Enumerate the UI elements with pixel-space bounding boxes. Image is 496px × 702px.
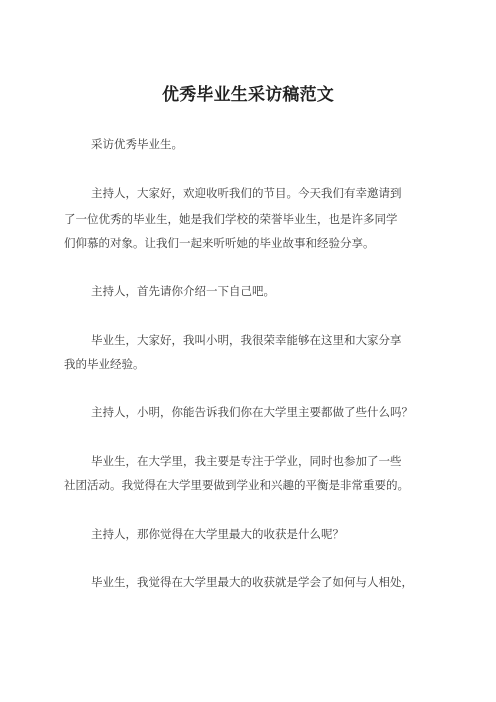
paragraph-line: 我的毕业经验。: [64, 357, 145, 371]
paragraph-line: 了一位优秀的毕业生，她是我们学校的荣誉毕业生，也是许多同学: [64, 212, 398, 226]
paragraph-line: 毕业生，我觉得在大学里最大的收获就是学会了如何与人相处，: [91, 575, 413, 589]
paragraph-line: 社团活动。我觉得在大学里要做到学业和兴趣的平衡是非常重要的。: [64, 478, 409, 492]
paragraph-line: 主持人，那你觉得在大学里最大的收获是什么呢？: [91, 527, 344, 541]
paragraph-line: 主持人，大家好，欢迎收听我们的节目。今天我们有幸邀请到: [91, 186, 402, 200]
paragraph-line: 毕业生，在大学里，我主要是专注于学业，同时也参加了一些: [91, 454, 402, 468]
paragraph-line: 们仰慕的对象。让我们一起来听听她的毕业故事和经验分享。: [64, 236, 375, 250]
paragraph-line: 采访优秀毕业生。: [91, 137, 183, 151]
paragraph-line: 毕业生，大家好，我叫小明，我很荣幸能够在这里和大家分享: [91, 333, 402, 347]
document-title: 优秀毕业生采访稿范文: [162, 85, 334, 105]
paragraph-line: 主持人，小明，你能告诉我们你在大学里主要都做了些什么吗？: [91, 405, 413, 419]
paragraph-line: 主持人，首先请你介绍一下自己吧。: [91, 284, 275, 298]
